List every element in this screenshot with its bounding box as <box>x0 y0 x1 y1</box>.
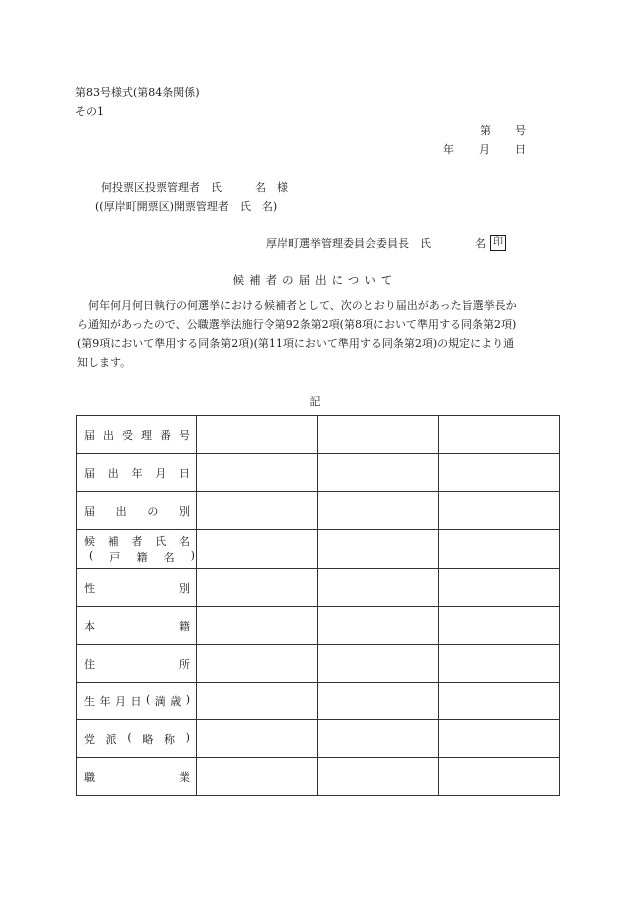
table-row <box>77 683 560 720</box>
entry-cell[interactable] <box>318 758 439 796</box>
row-label <box>77 645 197 683</box>
row-label <box>77 416 197 454</box>
row-label-text: 住 所 <box>84 657 190 671</box>
entry-cell[interactable] <box>197 492 318 530</box>
seal-mark: 印 <box>490 235 506 251</box>
entry-cell[interactable] <box>439 645 560 683</box>
entry-cell[interactable] <box>197 683 318 720</box>
row-label <box>77 607 197 645</box>
entry-cell[interactable] <box>439 569 560 607</box>
body-line-4: 知します。 <box>77 356 132 369</box>
row-label <box>77 454 197 492</box>
body-paragraph <box>77 296 557 372</box>
row-label-text: 届 出 受 理 番 号 <box>84 428 190 442</box>
document-number <box>480 122 526 138</box>
date-day: 日 <box>515 143 526 156</box>
entry-cell[interactable] <box>439 683 560 720</box>
entry-cell[interactable] <box>318 454 439 492</box>
entry-cell[interactable] <box>197 607 318 645</box>
entry-cell[interactable] <box>439 530 560 569</box>
addressee-line-2: ((厚岸町開票区)開票管理者 氏 名) <box>95 200 278 213</box>
row-label-text: 本 籍 <box>84 619 190 633</box>
number-suffix: 号 <box>515 124 526 137</box>
row-label-text: 生 年 月 日 ( 満 歳 ) <box>84 693 190 708</box>
table-row <box>77 416 560 454</box>
ki-heading: 記 <box>309 395 321 408</box>
entry-cell[interactable] <box>439 454 560 492</box>
entry-cell[interactable] <box>439 720 560 758</box>
entry-cell[interactable] <box>197 758 318 796</box>
row-label <box>77 720 197 758</box>
table-row <box>77 530 560 569</box>
entry-cell[interactable] <box>197 416 318 454</box>
entry-cell[interactable] <box>197 454 318 492</box>
table-row <box>77 720 560 758</box>
row-sublabel-text: ( 戸 籍 名 ) <box>89 549 195 564</box>
date-year: 年 <box>443 143 454 156</box>
document-date <box>443 141 526 157</box>
date-month: 月 <box>479 143 490 156</box>
table-row <box>77 454 560 492</box>
entry-cell[interactable] <box>318 720 439 758</box>
form-variant: その1 <box>75 105 104 118</box>
entry-cell[interactable] <box>318 683 439 720</box>
entry-cell[interactable] <box>197 530 318 569</box>
addressee-line-1: 何投票区投票管理者 氏 名 様 <box>101 181 288 194</box>
body-line-2: ら通知があったので、公職選挙法施行令第92条第2項(第8項において準用する同条第2項) <box>77 318 517 331</box>
entry-cell[interactable] <box>439 758 560 796</box>
row-label <box>77 492 197 530</box>
row-label <box>77 569 197 607</box>
form-number: 第83号様式(第84条関係) <box>75 86 200 99</box>
row-label <box>77 530 197 569</box>
candidate-table <box>76 415 560 796</box>
entry-cell[interactable] <box>318 492 439 530</box>
entry-cell[interactable] <box>318 569 439 607</box>
row-label-text: 党 派 ( 略 称 ) <box>84 730 190 746</box>
entry-cell[interactable] <box>318 607 439 645</box>
table-row <box>77 492 560 530</box>
table-row <box>77 645 560 683</box>
entry-cell[interactable] <box>197 645 318 683</box>
sender <box>266 235 506 251</box>
number-prefix: 第 <box>480 124 491 137</box>
entry-cell[interactable] <box>197 569 318 607</box>
body-line-3: (第9項において準用する同条第2項)(第11項において準用する同条第2項)の規定により通 <box>77 337 515 350</box>
entry-cell[interactable] <box>197 720 318 758</box>
row-label <box>77 683 197 720</box>
table-row <box>77 607 560 645</box>
entry-cell[interactable] <box>439 607 560 645</box>
row-label-text: 候 補 者 氏 名 <box>84 535 190 548</box>
entry-cell[interactable] <box>318 416 439 454</box>
row-label-text: 職 業 <box>84 770 190 784</box>
entry-cell[interactable] <box>318 645 439 683</box>
row-label-text: 届 出 年 月 日 <box>84 466 190 480</box>
row-label-text: 届 出 の 別 <box>84 504 190 518</box>
entry-cell[interactable] <box>439 416 560 454</box>
sender-name: 厚岸町選挙管理委員会委員長 氏 名 <box>266 237 486 250</box>
row-label <box>77 758 197 796</box>
table-row <box>77 758 560 796</box>
row-label-text: 性 別 <box>84 581 190 595</box>
document-title: 候補者の届出について <box>232 273 398 287</box>
table-row <box>77 569 560 607</box>
body-line-1: 何年何月何日執行の何選挙における候補者として、次のとおり届出があった旨選挙長か <box>88 299 517 312</box>
entry-cell[interactable] <box>439 492 560 530</box>
entry-cell[interactable] <box>318 530 439 569</box>
